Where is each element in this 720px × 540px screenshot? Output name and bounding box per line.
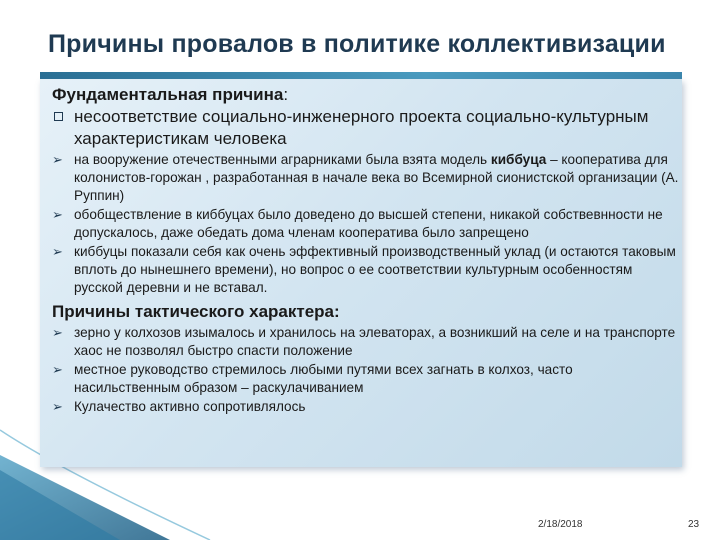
arrow-bullet-icon: ➢ xyxy=(52,152,63,167)
list-item xyxy=(52,243,680,297)
list-item-text-after: – кооператива для колонистов-горожан , разработанная в начале века во Всемирной сионистской организации (А. Руппин) xyxy=(74,152,679,203)
section-heading-colon: : xyxy=(283,85,289,104)
main-point xyxy=(52,106,680,150)
section-heading-tactical: Причины тактического характера: xyxy=(52,302,340,321)
section-heading-fundamental xyxy=(52,84,680,106)
list-item xyxy=(52,398,680,416)
list-item-text: местное руководство стремилось любыми путями всех загнать в колхоз, часто насильственным образом – раскулачиванием xyxy=(74,362,573,395)
list-item-text: обобществление в киббуцах было доведено до высшей степени, никакой собствевнности не допускалось, даже обедать дома членам кооператива было запрещено xyxy=(74,207,663,240)
arrow-bullet-icon: ➢ xyxy=(52,244,63,259)
list-item xyxy=(52,361,680,397)
content-body xyxy=(52,84,680,416)
section-heading-bold: Фундаментальная причина xyxy=(52,85,284,104)
list-item xyxy=(52,324,680,360)
arrow-bullet-icon: ➢ xyxy=(52,207,63,222)
list-item-text: Кулачество активно сопротивлялось xyxy=(74,399,306,414)
slide-number: 23 xyxy=(688,519,700,530)
arrow-bullet-icon: ➢ xyxy=(52,399,63,414)
arrow-bullet-icon: ➢ xyxy=(52,362,63,377)
arrow-bullet-icon: ➢ xyxy=(52,325,63,340)
list-item-text: киббуцы показали себя как очень эффективный производственный уклад (и остаются таковым вплоть до нынешнего времени), но вопрос о ее соответствии культурным особенностям русской деревни и не вставал. xyxy=(74,244,676,295)
slide-title: Причины провалов в политике коллективизации xyxy=(48,30,666,58)
list-item-bold-term: киббуца xyxy=(490,152,547,167)
footer-date: 2/18/2018 xyxy=(538,519,583,530)
list-item-text: зерно у колхозов изымалось и хранилось на элеваторах, а возникший на селе и на транспорте хаос не позволял быстро спасти положение xyxy=(74,325,676,358)
title-divider xyxy=(40,72,682,79)
list-item xyxy=(52,206,680,242)
list-item-text-before: на вооружение отечественными аграрниками была взята модель xyxy=(74,152,491,167)
list-item xyxy=(52,151,680,205)
square-bullet-icon xyxy=(54,112,63,121)
main-point-text: несоответствие социально-инженерного проекта социально-культурным характеристикам человека xyxy=(74,107,649,148)
